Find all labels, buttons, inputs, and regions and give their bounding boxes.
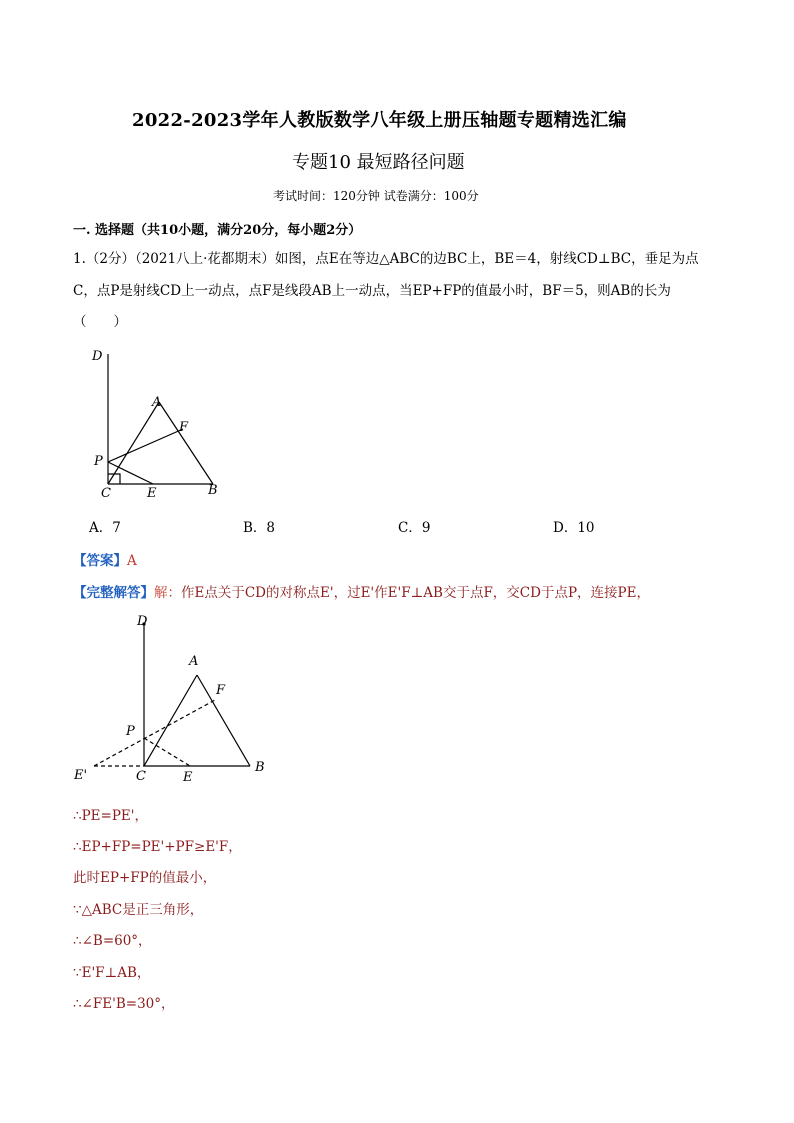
fig2-label-A: A bbox=[189, 654, 199, 669]
fig1-label-F: F bbox=[179, 420, 189, 435]
solution-figure bbox=[70, 608, 280, 788]
solution-tag: 【完整解答】 bbox=[73, 585, 154, 601]
doc-subtitle: 专题10 最短路径问题 bbox=[292, 152, 465, 173]
exam-info: 考试时间：120分钟 试卷满分：100分 bbox=[273, 189, 479, 203]
solution-step-1: ∴PE=PE'， bbox=[73, 808, 148, 824]
option-a[interactable]: A．7 bbox=[89, 520, 121, 536]
solution-step-2: ∴EP+FP=PE'+PF≥E'F， bbox=[73, 839, 242, 855]
solution-line-1 bbox=[73, 581, 650, 601]
question-line-3: （ ） bbox=[73, 314, 127, 330]
answer-tag: 【答案】 bbox=[73, 553, 127, 569]
solution-step-6: ∵E'F⊥AB， bbox=[73, 965, 151, 981]
fig1-label-C: C bbox=[101, 486, 111, 501]
fig2-label-D: D bbox=[137, 614, 148, 629]
fig2-label-C: C bbox=[136, 769, 146, 784]
solution-step-4: ∵△ABC是正三角形， bbox=[73, 902, 204, 918]
fig2-label-B: B bbox=[255, 760, 265, 775]
doc-title: 2022-2023学年人教版数学八年级上册压轴题专题精选汇编 bbox=[132, 110, 627, 131]
fig1-label-E: E bbox=[147, 486, 157, 501]
option-b[interactable]: B．8 bbox=[243, 520, 276, 536]
fig2-label-E-prime: E' bbox=[74, 768, 88, 783]
option-d[interactable]: D．10 bbox=[553, 520, 595, 536]
solution-lead: 解： bbox=[154, 585, 181, 601]
solution-step-5: ∴∠B=60°， bbox=[73, 933, 152, 949]
solution-step-7: ∴∠FE'B=30°， bbox=[73, 996, 175, 1012]
fig1-label-D: D bbox=[92, 349, 103, 364]
answer-value: A bbox=[127, 553, 137, 569]
solution-text: 作E点关于CD的对称点E'，过E'作E'F⊥AB交于点F，交CD于点P，连接PE， bbox=[181, 585, 650, 601]
fig2-label-E: E bbox=[183, 770, 193, 785]
solution-step-3: 此时EP+FP的值最小， bbox=[73, 870, 217, 886]
fig1-label-A: A bbox=[152, 395, 162, 410]
question-line-1: 1.（2分）（2021八上·花都期末）如图，点E在等边△ABC的边BC上，BE＝4，射线CD⊥BC，垂足为点 bbox=[73, 251, 699, 267]
fig1-label-P: P bbox=[94, 454, 103, 469]
question-figure bbox=[80, 340, 240, 505]
option-c[interactable]: C．9 bbox=[398, 520, 431, 536]
answer-line bbox=[73, 549, 137, 569]
fig2-label-F: F bbox=[216, 683, 226, 698]
section-heading: 一. 选择题（共10小题，满分20分，每小题2分） bbox=[73, 223, 362, 238]
question-line-2: C，点P是射线CD上一动点，点F是线段AB上一动点，当EP+FP的值最小时，BF＝5，则AB的长为 bbox=[73, 283, 671, 299]
fig2-label-P: P bbox=[126, 724, 135, 739]
fig1-label-B: B bbox=[208, 483, 218, 498]
